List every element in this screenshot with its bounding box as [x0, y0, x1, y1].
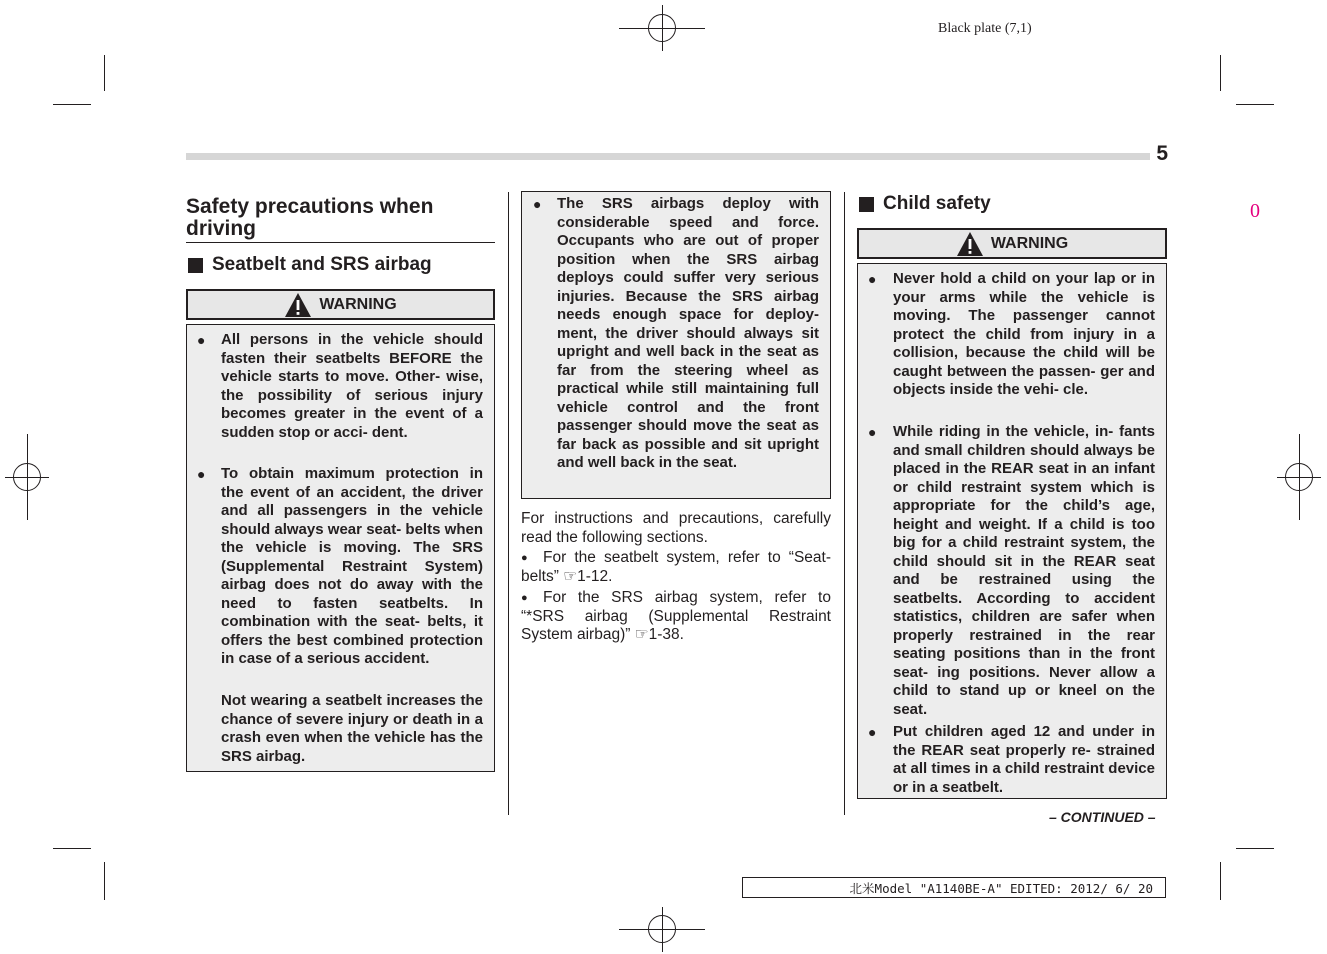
registration-circle [13, 463, 41, 491]
crop-mark [1220, 55, 1221, 91]
title-rule [186, 242, 495, 243]
warning-box [186, 324, 495, 772]
footer-edit-info [742, 877, 1166, 898]
warning-header [857, 228, 1167, 259]
plate-label: Black plate (7,1) [938, 21, 1032, 36]
warning-item: All persons in the vehicle should fasten their seatbelts BEFORE the vehicle starts to move. Other- wise, the possibility of serious injury becomes greater in the event of a sudden stop or acci- dent. [221, 331, 483, 441]
warning-item: The SRS airbags deploy with considerable speed and force. Occupants who are out of proper position when the SRS airbag deploys could suffer very serious injuries. Because the SRS airbag needs enough space for deploy- ment, the driver should always sit upright and well back in the seat as far from the steering wheel as practical while still maintaining full vehicle control and the front passenger should move the seat as far back as possible and sit upright and well back in the seat. [557, 195, 819, 471]
column-divider [508, 192, 509, 815]
bullet-icon: ● [521, 552, 528, 564]
registration-circle [648, 915, 676, 943]
bullet-icon: ● [521, 592, 528, 604]
marginal-mark: 0 [1250, 200, 1260, 222]
reference-seatbelt: For the seatbelt system, refer to “Seat- belts” ☞1-12. [521, 549, 831, 585]
continued-label: – CONTINUED – [1049, 809, 1156, 825]
section-title: Safety precautions when driving [186, 195, 434, 240]
footer-text: 北米Model "A1140BE-A" EDITED: 2012/ 6/ 20 [849, 880, 1153, 896]
column-divider [844, 192, 845, 815]
bullet-icon: ● [533, 196, 542, 212]
crop-mark [53, 848, 91, 849]
warning-item: Put children aged 12 and under in the REAR seat properly re- strained at all times in a child restraint device or in a seatbelt. [893, 723, 1155, 796]
warning-item: While riding in the vehicle, in- fants and small children should always be placed in the REAR seat in an infant or child restraint system which is appropriate for the child’s age, height and weight. If a child is too big for a child restraint system, the child should sit in the REAR seat and be restrained using the seatbelts. According to accident statistics, children are safer when properly restrained in the rear seating positions than in the front seat- ing positions. Never allow a child to stand up or kneel on the seat. [893, 423, 1155, 718]
header-bar [186, 153, 1150, 160]
warning-triangle-icon [284, 292, 312, 318]
bullet-icon: ● [868, 271, 877, 287]
registration-circle [648, 14, 676, 42]
warning-item: To obtain maximum protection in the event of an accident, the driver and all passengers in the vehicle should always wear seat- belts when the vehicle is moving. The SRS (Supplemental Restraint System) airbag does not do away with the need to fasten seatbelts. In combination with the seat- belts, it offers the best combined protection in case of a serious accident. [221, 465, 483, 667]
warning-box-continued [521, 191, 831, 499]
subheading-child-safety [859, 193, 991, 215]
crop-mark [104, 862, 105, 900]
subheading-text: Seatbelt and SRS airbag [212, 254, 432, 275]
warning-header [186, 289, 495, 320]
bullet-icon: ● [197, 332, 206, 348]
registration-circle [1285, 463, 1313, 491]
page-number: 5 [1156, 142, 1168, 165]
warning-paragraph: Not wearing a seatbelt increases the chance of severe injury or death in a crash even when the vehicle has the SRS airbag. [221, 692, 483, 765]
bullet-icon: ● [868, 724, 877, 740]
intro-text: For instructions and precautions, carefully read the following sections. [521, 510, 831, 546]
warning-item: Never hold a child on your lap or in your arms while the vehicle is moving. The passenger cannot protect the child from injury in a collision, because the child will be caught between the passen- ger and objects inside the vehi- cle. [893, 270, 1155, 398]
subheading-text: Child safety [883, 193, 991, 214]
reference-srs-airbag: For the SRS airbag system, refer to “*SRS airbag (Supplemental Restraint System airbag)” ☞1-38. [521, 589, 831, 643]
crop-mark [53, 104, 91, 105]
crop-mark [104, 55, 105, 91]
crop-mark [1236, 104, 1274, 105]
warning-triangle-icon [956, 231, 984, 257]
warning-label: WARNING [990, 234, 1069, 252]
subheading-seatbelt [188, 254, 432, 276]
square-bullet-icon [859, 197, 874, 212]
bullet-icon: ● [868, 424, 877, 440]
crop-mark [1220, 862, 1221, 900]
warning-box [857, 263, 1167, 799]
crop-mark [1236, 848, 1274, 849]
bullet-icon: ● [197, 466, 206, 482]
square-bullet-icon [188, 258, 203, 273]
warning-label: WARNING [319, 295, 397, 313]
